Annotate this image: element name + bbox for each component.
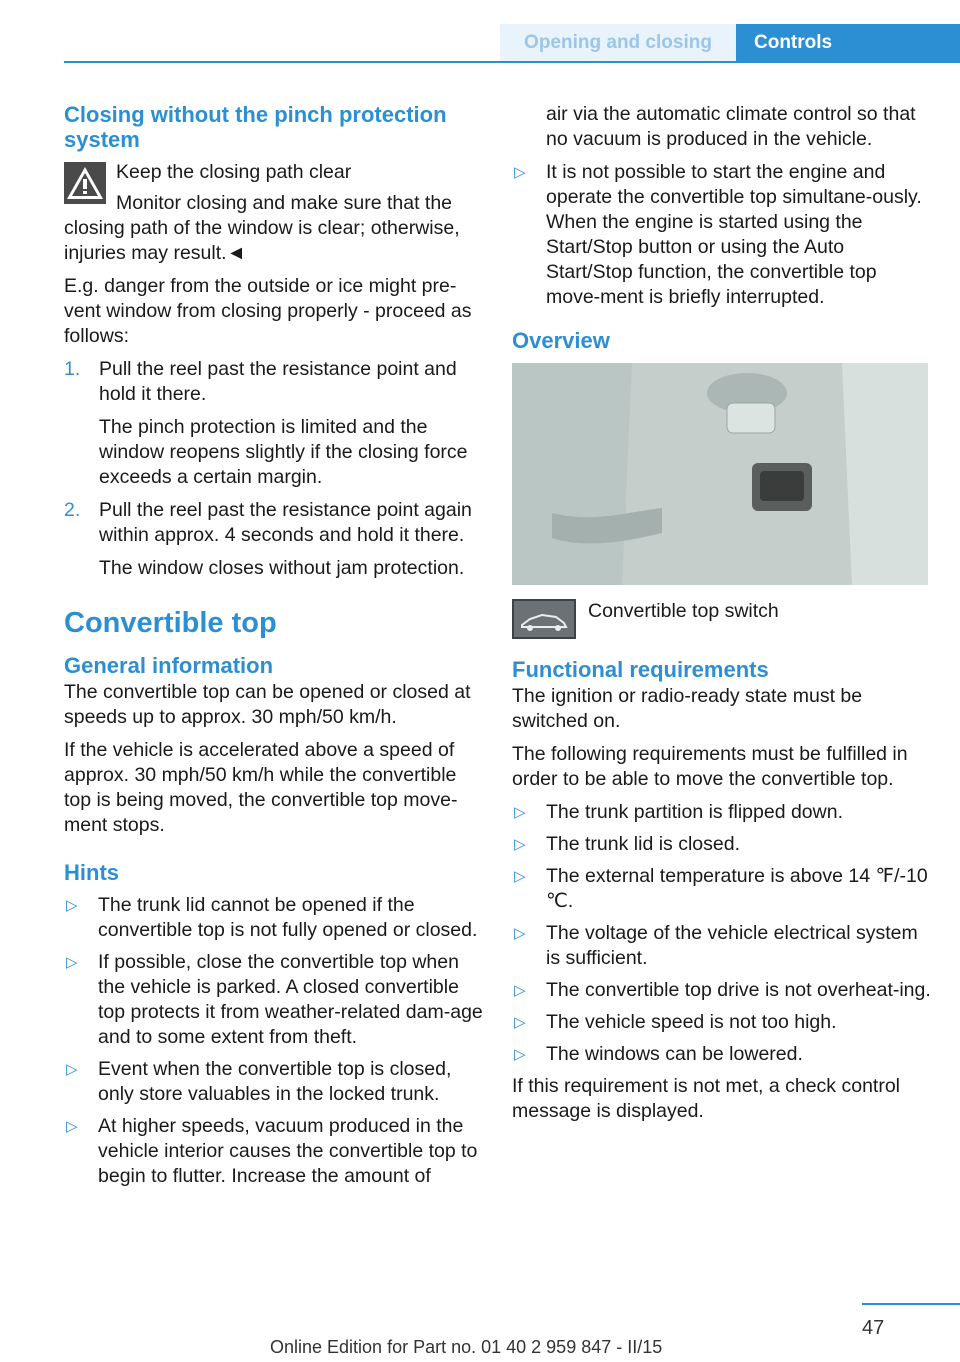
requirement-text: The convertible top drive is not overheat‐ing.: [546, 979, 931, 1001]
hint-text: If possible, close the convertible top when the vehicle is parked. A closed convertible top protects it from weather-related dam‐age and to some extent from theft.: [98, 951, 483, 1048]
hint-text: air via the automatic climate control so that no vacuum is produced in the vehicle.: [546, 103, 916, 150]
hint-text: Event when the convertible top is closed, only store valuables in the locked trunk.: [98, 1058, 452, 1105]
list-item: [64, 498, 484, 581]
list-item: [512, 102, 932, 152]
requirement-text: The vehicle speed is not too high.: [546, 1011, 837, 1033]
header-chapter-tab[interactable]: Controls: [736, 24, 960, 61]
warning-block: [64, 160, 484, 266]
bullet-icon: ▷: [514, 1014, 526, 1031]
switch-caption-row: [512, 599, 932, 639]
warning-title: Keep the closing path clear: [116, 161, 352, 183]
requirement-text: The trunk partition is flipped down.: [546, 801, 843, 823]
bullet-icon: ▷: [66, 954, 78, 971]
step-text: Pull the reel past the resistance point again within approx. 4 seconds and hold it there.: [99, 499, 472, 546]
functional-paragraph: The ignition or radio-ready state must be switched on.: [512, 685, 863, 732]
bullet-icon: ▷: [514, 1046, 526, 1063]
requirement-text: The trunk lid is closed.: [546, 833, 741, 855]
functional-heading: Functional requirements: [512, 657, 769, 682]
list-item: [512, 978, 932, 1003]
step-number: 1.: [64, 358, 81, 380]
step-note: The window closes without jam protection.: [99, 557, 465, 579]
list-item: [512, 1010, 932, 1035]
closing-steps: [64, 357, 484, 581]
page-number: 47: [862, 1317, 885, 1339]
edition-footer: Online Edition for Part no. 01 40 2 959 847 - II/15: [270, 1337, 663, 1357]
list-item: [64, 357, 484, 490]
list-item: [64, 1057, 484, 1107]
overview-heading: Overview: [512, 328, 610, 353]
list-item: [512, 1042, 932, 1067]
list-item: [512, 160, 932, 310]
console-illustration: [512, 363, 928, 585]
hint-text: It is not possible to start the engine and operate the convertible top simultane‐ously. When the engine is started using the Start/Stop button or using the Auto Start/Stop function, the convertible top move‐ment is briefly interrupted.: [546, 161, 922, 308]
bullet-icon: ▷: [514, 925, 526, 942]
header-section-tab[interactable]: Opening and closing: [500, 24, 736, 61]
functional-paragraph: If this requirement is not met, a check control message is displayed.: [512, 1075, 901, 1122]
hints-list-continued: [512, 102, 932, 310]
list-item: [64, 950, 484, 1050]
closing-intro: E.g. danger from the outside or ice might pre‐vent window from closing properly - proceed as follows:: [64, 275, 472, 347]
bullet-icon: ▷: [514, 804, 526, 821]
header-rule: [64, 61, 960, 63]
bullet-icon: ▷: [514, 836, 526, 853]
hint-text: At higher speeds, vacuum produced in the vehicle interior causes the convertible top to begin to flutter. Increase the amount of: [98, 1115, 478, 1187]
requirements-list: [512, 800, 932, 1067]
warning-text: Monitor closing and make sure that the closing path of the window is clear; otherwise, injuries may result.◄: [64, 192, 460, 264]
bullet-icon: ▷: [66, 1118, 78, 1135]
convertible-top-switch-icon: [512, 599, 576, 639]
requirement-text: The external temperature is above 14 ℉/-10 ℃.: [546, 865, 928, 912]
requirement-text: The voltage of the vehicle electrical system is sufficient.: [546, 922, 918, 969]
general-info-heading: General information: [64, 653, 274, 678]
requirement-text: The windows can be lowered.: [546, 1043, 803, 1065]
left-column: [64, 102, 484, 1196]
bullet-icon: ▷: [514, 982, 526, 999]
list-item: [512, 800, 932, 825]
footer-rule: [862, 1303, 960, 1305]
list-item: [512, 864, 932, 914]
list-item: [512, 921, 932, 971]
closing-heading: Closing without the pinch protection system: [64, 102, 447, 152]
convertible-top-heading: Convertible top: [64, 607, 277, 639]
step-number: 2.: [64, 499, 81, 521]
hints-heading: Hints: [64, 860, 119, 885]
list-item: [64, 1114, 484, 1189]
warning-icon: [64, 162, 106, 204]
step-note: The pinch protection is limited and the window reopens slightly if the closing force exceeds a certain margin.: [99, 416, 468, 488]
general-paragraph: The convertible top can be opened or closed at speeds up to approx. 30 mph/50 km/h.: [64, 681, 471, 728]
general-paragraph: If the vehicle is accelerated above a speed of approx. 30 mph/50 km/h while the convertible top is being moved, the convertible top move‐ment stops.: [64, 739, 458, 836]
list-item: [512, 832, 932, 857]
bullet-icon: ▷: [66, 1061, 78, 1078]
bullet-icon: ▷: [514, 164, 526, 181]
hint-text: The trunk lid cannot be opened if the convertible top is not fully opened or closed.: [98, 894, 478, 941]
list-item: [64, 893, 484, 943]
bullet-icon: ▷: [514, 868, 526, 885]
switch-caption: Convertible top switch: [588, 600, 779, 622]
right-column: [512, 102, 932, 1132]
functional-paragraph: The following requirements must be fulfilled in order to be able to move the convertible top.: [512, 743, 908, 790]
bullet-icon: ▷: [66, 897, 78, 914]
hints-list: [64, 893, 484, 1189]
step-text: Pull the reel past the resistance point and hold it there.: [99, 358, 457, 405]
